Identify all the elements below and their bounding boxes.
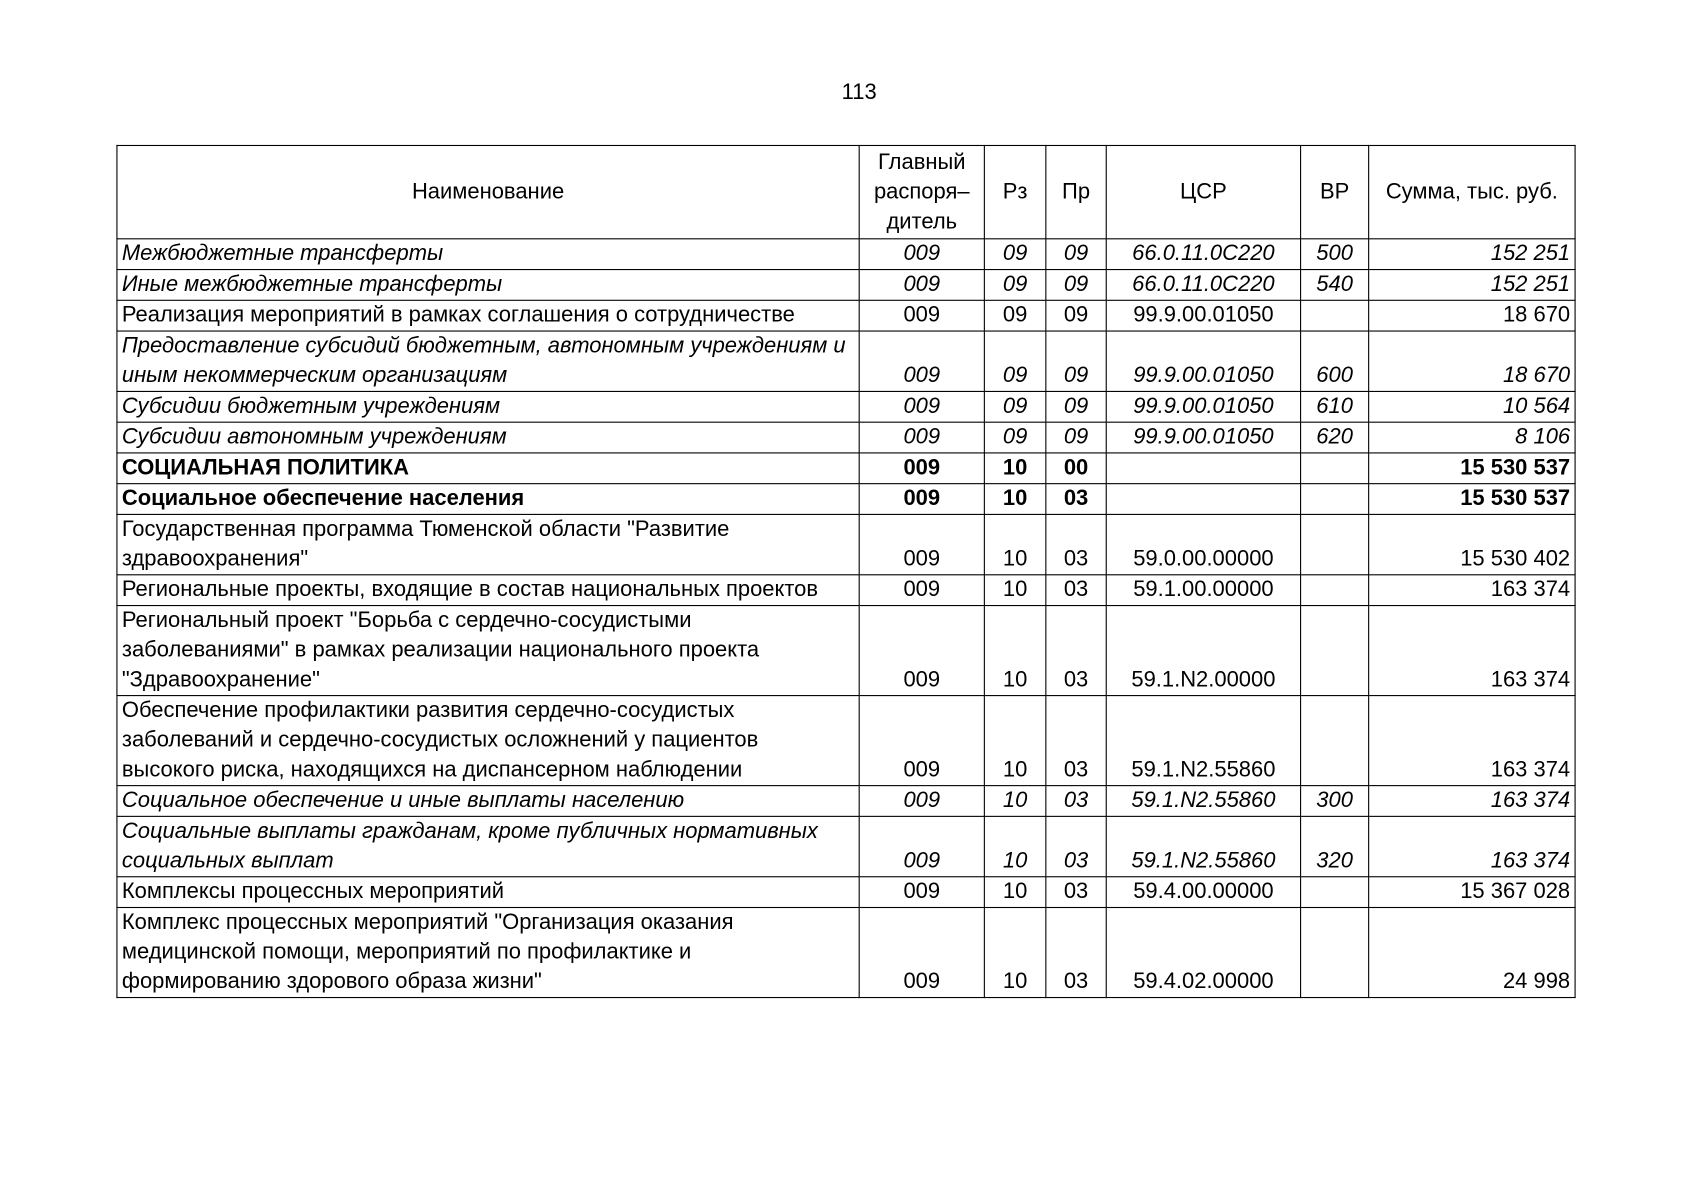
cell-rz: 10 <box>984 786 1045 817</box>
table-body <box>117 239 1575 998</box>
cell-grbs: 009 <box>859 300 984 331</box>
cell-pr: 00 <box>1046 453 1106 484</box>
table-row <box>117 816 1575 876</box>
cell-vr: 500 <box>1301 239 1369 270</box>
cell-csr: 59.1.N2.00000 <box>1106 606 1300 696</box>
cell-rz: 09 <box>984 300 1045 331</box>
cell-csr: 66.0.11.0С220 <box>1106 270 1300 301</box>
cell-pr: 03 <box>1046 484 1106 515</box>
cell-name: Социальное обеспечение и иные выплаты населению <box>117 786 859 817</box>
cell-grbs: 009 <box>859 696 984 786</box>
cell-vr <box>1301 484 1369 515</box>
cell-pr: 03 <box>1046 696 1106 786</box>
table-row <box>117 422 1575 453</box>
cell-sum: 152 251 <box>1369 239 1575 270</box>
cell-vr <box>1301 696 1369 786</box>
cell-sum: 152 251 <box>1369 270 1575 301</box>
cell-rz: 10 <box>984 575 1045 606</box>
cell-pr: 09 <box>1046 331 1106 391</box>
cell-sum: 15 530 537 <box>1369 484 1575 515</box>
cell-name: Региональный проект "Борьба с сердечно-сосудистыми заболеваниями" в рамках реализации национального проекта "Здравоохранение" <box>117 606 859 696</box>
cell-csr <box>1106 453 1300 484</box>
cell-name: Комплексы процессных мероприятий <box>117 877 859 908</box>
cell-sum: 8 106 <box>1369 422 1575 453</box>
cell-vr <box>1301 575 1369 606</box>
cell-rz: 09 <box>984 391 1045 422</box>
cell-sum: 163 374 <box>1369 575 1575 606</box>
cell-sum: 18 670 <box>1369 300 1575 331</box>
cell-name: Предоставление субсидий бюджетным, автономным учреждениям и иным некоммерческим организациям <box>117 331 859 391</box>
cell-vr: 300 <box>1301 786 1369 817</box>
table-row <box>117 453 1575 484</box>
table-row <box>117 907 1575 997</box>
cell-pr: 03 <box>1046 816 1106 876</box>
cell-csr: 59.1.N2.55860 <box>1106 786 1300 817</box>
cell-pr: 09 <box>1046 422 1106 453</box>
cell-name: Межбюджетные трансферты <box>117 239 859 270</box>
cell-csr: 99.9.00.01050 <box>1106 422 1300 453</box>
cell-grbs: 009 <box>859 270 984 301</box>
cell-pr: 09 <box>1046 270 1106 301</box>
cell-csr: 59.1.00.00000 <box>1106 575 1300 606</box>
cell-name: Субсидии автономным учреждениям <box>117 422 859 453</box>
cell-csr: 99.9.00.01050 <box>1106 391 1300 422</box>
cell-csr <box>1106 484 1300 515</box>
cell-sum: 15 367 028 <box>1369 877 1575 908</box>
cell-sum: 163 374 <box>1369 606 1575 696</box>
header-sum: Сумма, тыс. руб. <box>1369 145 1575 238</box>
cell-vr <box>1301 300 1369 331</box>
cell-grbs: 009 <box>859 786 984 817</box>
header-grbs: Главный распоря– дитель <box>859 145 984 238</box>
cell-grbs: 009 <box>859 514 984 574</box>
table-row <box>117 300 1575 331</box>
cell-rz: 10 <box>984 877 1045 908</box>
table-row <box>117 331 1575 391</box>
cell-csr: 59.0.00.00000 <box>1106 514 1300 574</box>
cell-grbs: 009 <box>859 484 984 515</box>
table-row <box>117 514 1575 574</box>
cell-grbs: 009 <box>859 391 984 422</box>
table-row <box>117 239 1575 270</box>
cell-vr <box>1301 907 1369 997</box>
cell-sum: 15 530 537 <box>1369 453 1575 484</box>
cell-rz: 09 <box>984 422 1045 453</box>
table-row <box>117 270 1575 301</box>
cell-pr: 03 <box>1046 575 1106 606</box>
cell-rz: 10 <box>984 514 1045 574</box>
cell-csr: 59.4.02.00000 <box>1106 907 1300 997</box>
header-rz: Рз <box>984 145 1045 238</box>
cell-name: Региональные проекты, входящие в состав национальных проектов <box>117 575 859 606</box>
cell-pr: 09 <box>1046 300 1106 331</box>
cell-grbs: 009 <box>859 422 984 453</box>
cell-name: Комплекс процессных мероприятий "Организация оказания медицинской помощи, мероприятий по профилактике и формированию здорового образа жизни" <box>117 907 859 997</box>
cell-vr <box>1301 877 1369 908</box>
cell-vr: 610 <box>1301 391 1369 422</box>
cell-pr: 03 <box>1046 877 1106 908</box>
cell-rz: 10 <box>984 696 1045 786</box>
cell-vr <box>1301 453 1369 484</box>
header-csr: ЦСР <box>1106 145 1300 238</box>
header-vr: ВР <box>1301 145 1369 238</box>
cell-csr: 59.1.N2.55860 <box>1106 696 1300 786</box>
header-name: Наименование <box>117 145 859 238</box>
cell-rz: 10 <box>984 453 1045 484</box>
cell-name: Субсидии бюджетным учреждениям <box>117 391 859 422</box>
table-row <box>117 696 1575 786</box>
cell-sum: 163 374 <box>1369 786 1575 817</box>
cell-name: СОЦИАЛЬНАЯ ПОЛИТИКА <box>117 453 859 484</box>
cell-name: Реализация мероприятий в рамках соглашения о сотрудничестве <box>117 300 859 331</box>
cell-name: Социальное обеспечение населения <box>117 484 859 515</box>
cell-name: Иные межбюджетные трансферты <box>117 270 859 301</box>
table-header-row <box>117 145 1575 238</box>
cell-grbs: 009 <box>859 239 984 270</box>
cell-pr: 09 <box>1046 239 1106 270</box>
budget-table <box>116 145 1575 998</box>
table-row <box>117 575 1575 606</box>
cell-rz: 10 <box>984 484 1045 515</box>
cell-grbs: 009 <box>859 331 984 391</box>
table-row <box>117 606 1575 696</box>
cell-rz: 10 <box>984 606 1045 696</box>
cell-csr: 99.9.00.01050 <box>1106 331 1300 391</box>
cell-vr <box>1301 514 1369 574</box>
cell-name: Государственная программа Тюменской области "Развитие здравоохранения" <box>117 514 859 574</box>
cell-rz: 09 <box>984 331 1045 391</box>
cell-grbs: 009 <box>859 877 984 908</box>
cell-pr: 03 <box>1046 786 1106 817</box>
table-row <box>117 391 1575 422</box>
cell-grbs: 009 <box>859 816 984 876</box>
cell-rz: 10 <box>984 816 1045 876</box>
page-number: 113 <box>841 80 877 105</box>
table-row <box>117 484 1575 515</box>
cell-vr <box>1301 606 1369 696</box>
cell-vr: 540 <box>1301 270 1369 301</box>
cell-vr: 320 <box>1301 816 1369 876</box>
cell-sum: 163 374 <box>1369 816 1575 876</box>
cell-vr: 620 <box>1301 422 1369 453</box>
cell-vr: 600 <box>1301 331 1369 391</box>
cell-pr: 03 <box>1046 606 1106 696</box>
cell-csr: 66.0.11.0С220 <box>1106 239 1300 270</box>
cell-grbs: 009 <box>859 606 984 696</box>
cell-rz: 09 <box>984 239 1045 270</box>
cell-pr: 03 <box>1046 907 1106 997</box>
cell-sum: 10 564 <box>1369 391 1575 422</box>
cell-rz: 10 <box>984 907 1045 997</box>
header-pr: Пр <box>1046 145 1106 238</box>
cell-grbs: 009 <box>859 575 984 606</box>
cell-name: Обеспечение профилактики развития сердечно-сосудистых заболеваний и сердечно-сосудистых осложнений у пациентов высокого риска, находящихся на диспансерном наблюдении <box>117 696 859 786</box>
table-row <box>117 786 1575 817</box>
cell-csr: 59.1.N2.55860 <box>1106 816 1300 876</box>
cell-sum: 15 530 402 <box>1369 514 1575 574</box>
cell-grbs: 009 <box>859 453 984 484</box>
cell-pr: 03 <box>1046 514 1106 574</box>
cell-grbs: 009 <box>859 907 984 997</box>
cell-csr: 59.4.00.00000 <box>1106 877 1300 908</box>
table-row <box>117 877 1575 908</box>
cell-sum: 18 670 <box>1369 331 1575 391</box>
cell-rz: 09 <box>984 270 1045 301</box>
cell-sum: 24 998 <box>1369 907 1575 997</box>
cell-csr: 99.9.00.01050 <box>1106 300 1300 331</box>
cell-name: Социальные выплаты гражданам, кроме публичных нормативных социальных выплат <box>117 816 859 876</box>
cell-sum: 163 374 <box>1369 696 1575 786</box>
cell-pr: 09 <box>1046 391 1106 422</box>
